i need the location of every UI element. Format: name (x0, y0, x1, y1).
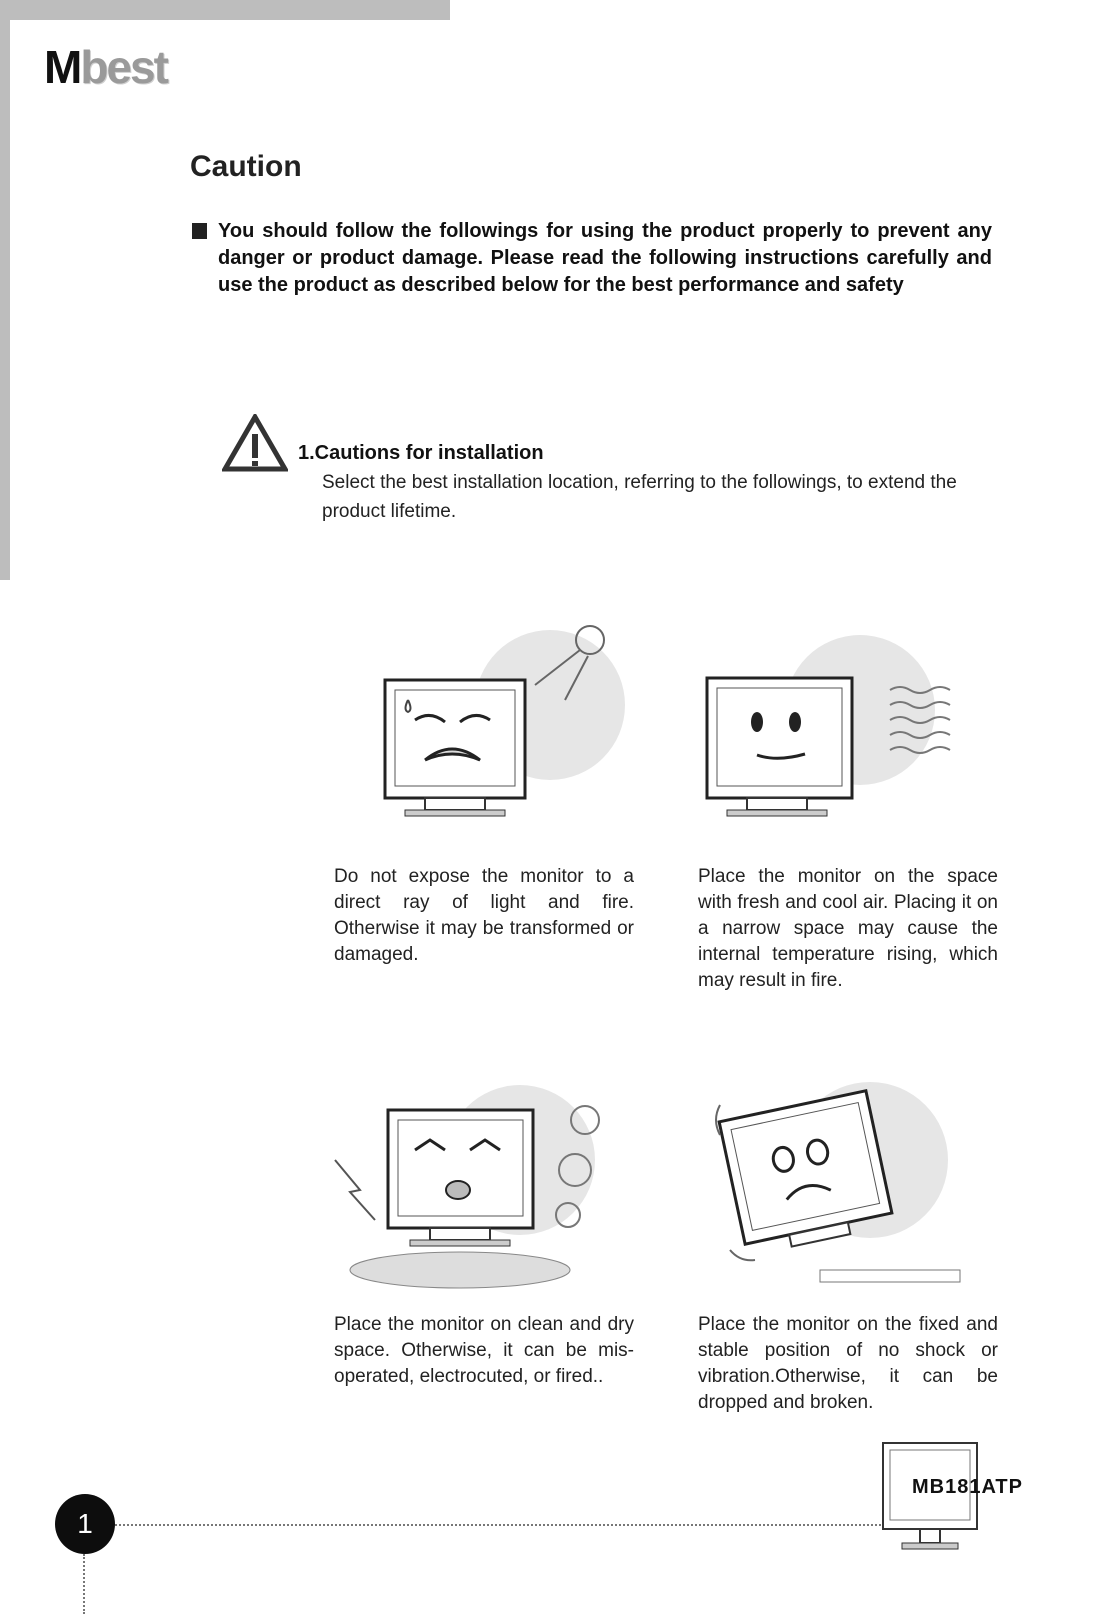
page-title: Caution (190, 150, 302, 183)
monitor-cool-air-illustration (695, 630, 975, 835)
side-bar (0, 0, 10, 580)
brand-logo (44, 41, 167, 93)
bullet-square-icon (192, 223, 207, 239)
warning-triangle-icon (222, 414, 288, 472)
footer-monitor-icon (880, 1440, 980, 1560)
intro-text: You should follow the followings for using the product properly to prevent any danger or product damage. Please read the following instructions carefully and use the product as described below for the best performance and safety (218, 220, 992, 296)
intro-block (192, 218, 992, 299)
logo-letter-m: M (44, 41, 81, 93)
page-number-badge: 1 (55, 1494, 115, 1554)
caution-caption-4: Place the monitor on the fixed and stable position of no shock or vibration.Otherwise, it can be dropped and broken. (698, 1314, 998, 1413)
model-label: MB181ATP (912, 1476, 1023, 1498)
monitor-unstable-illustration (700, 1065, 970, 1300)
header-bar (0, 0, 450, 20)
logo-word: best (80, 41, 167, 93)
caution-caption-2: Place the monitor on the space with fresh and cool air. Placing it on a narrow space may cause the internal temperature rising, which may result in fire. (698, 866, 998, 991)
footer-dotted-vertical (83, 1554, 85, 1614)
monitor-wet-space-illustration (320, 1080, 630, 1295)
caution-caption-3: Place the monitor on clean and dry space. Otherwise, it can be mis-operated, electrocuted, or fired.. (334, 1314, 634, 1387)
monitor-sunlight-illustration (360, 620, 630, 835)
section-heading: 1.Cautions for installation (298, 442, 544, 464)
caution-caption-1: Do not expose the monitor to a direct ray of light and fire. Otherwise it may be transformed or damaged. (334, 866, 634, 965)
footer-dotted-rule (115, 1524, 885, 1526)
section-description: Select the best installation location, referring to the followings, to extend the product lifetime. (322, 472, 957, 522)
